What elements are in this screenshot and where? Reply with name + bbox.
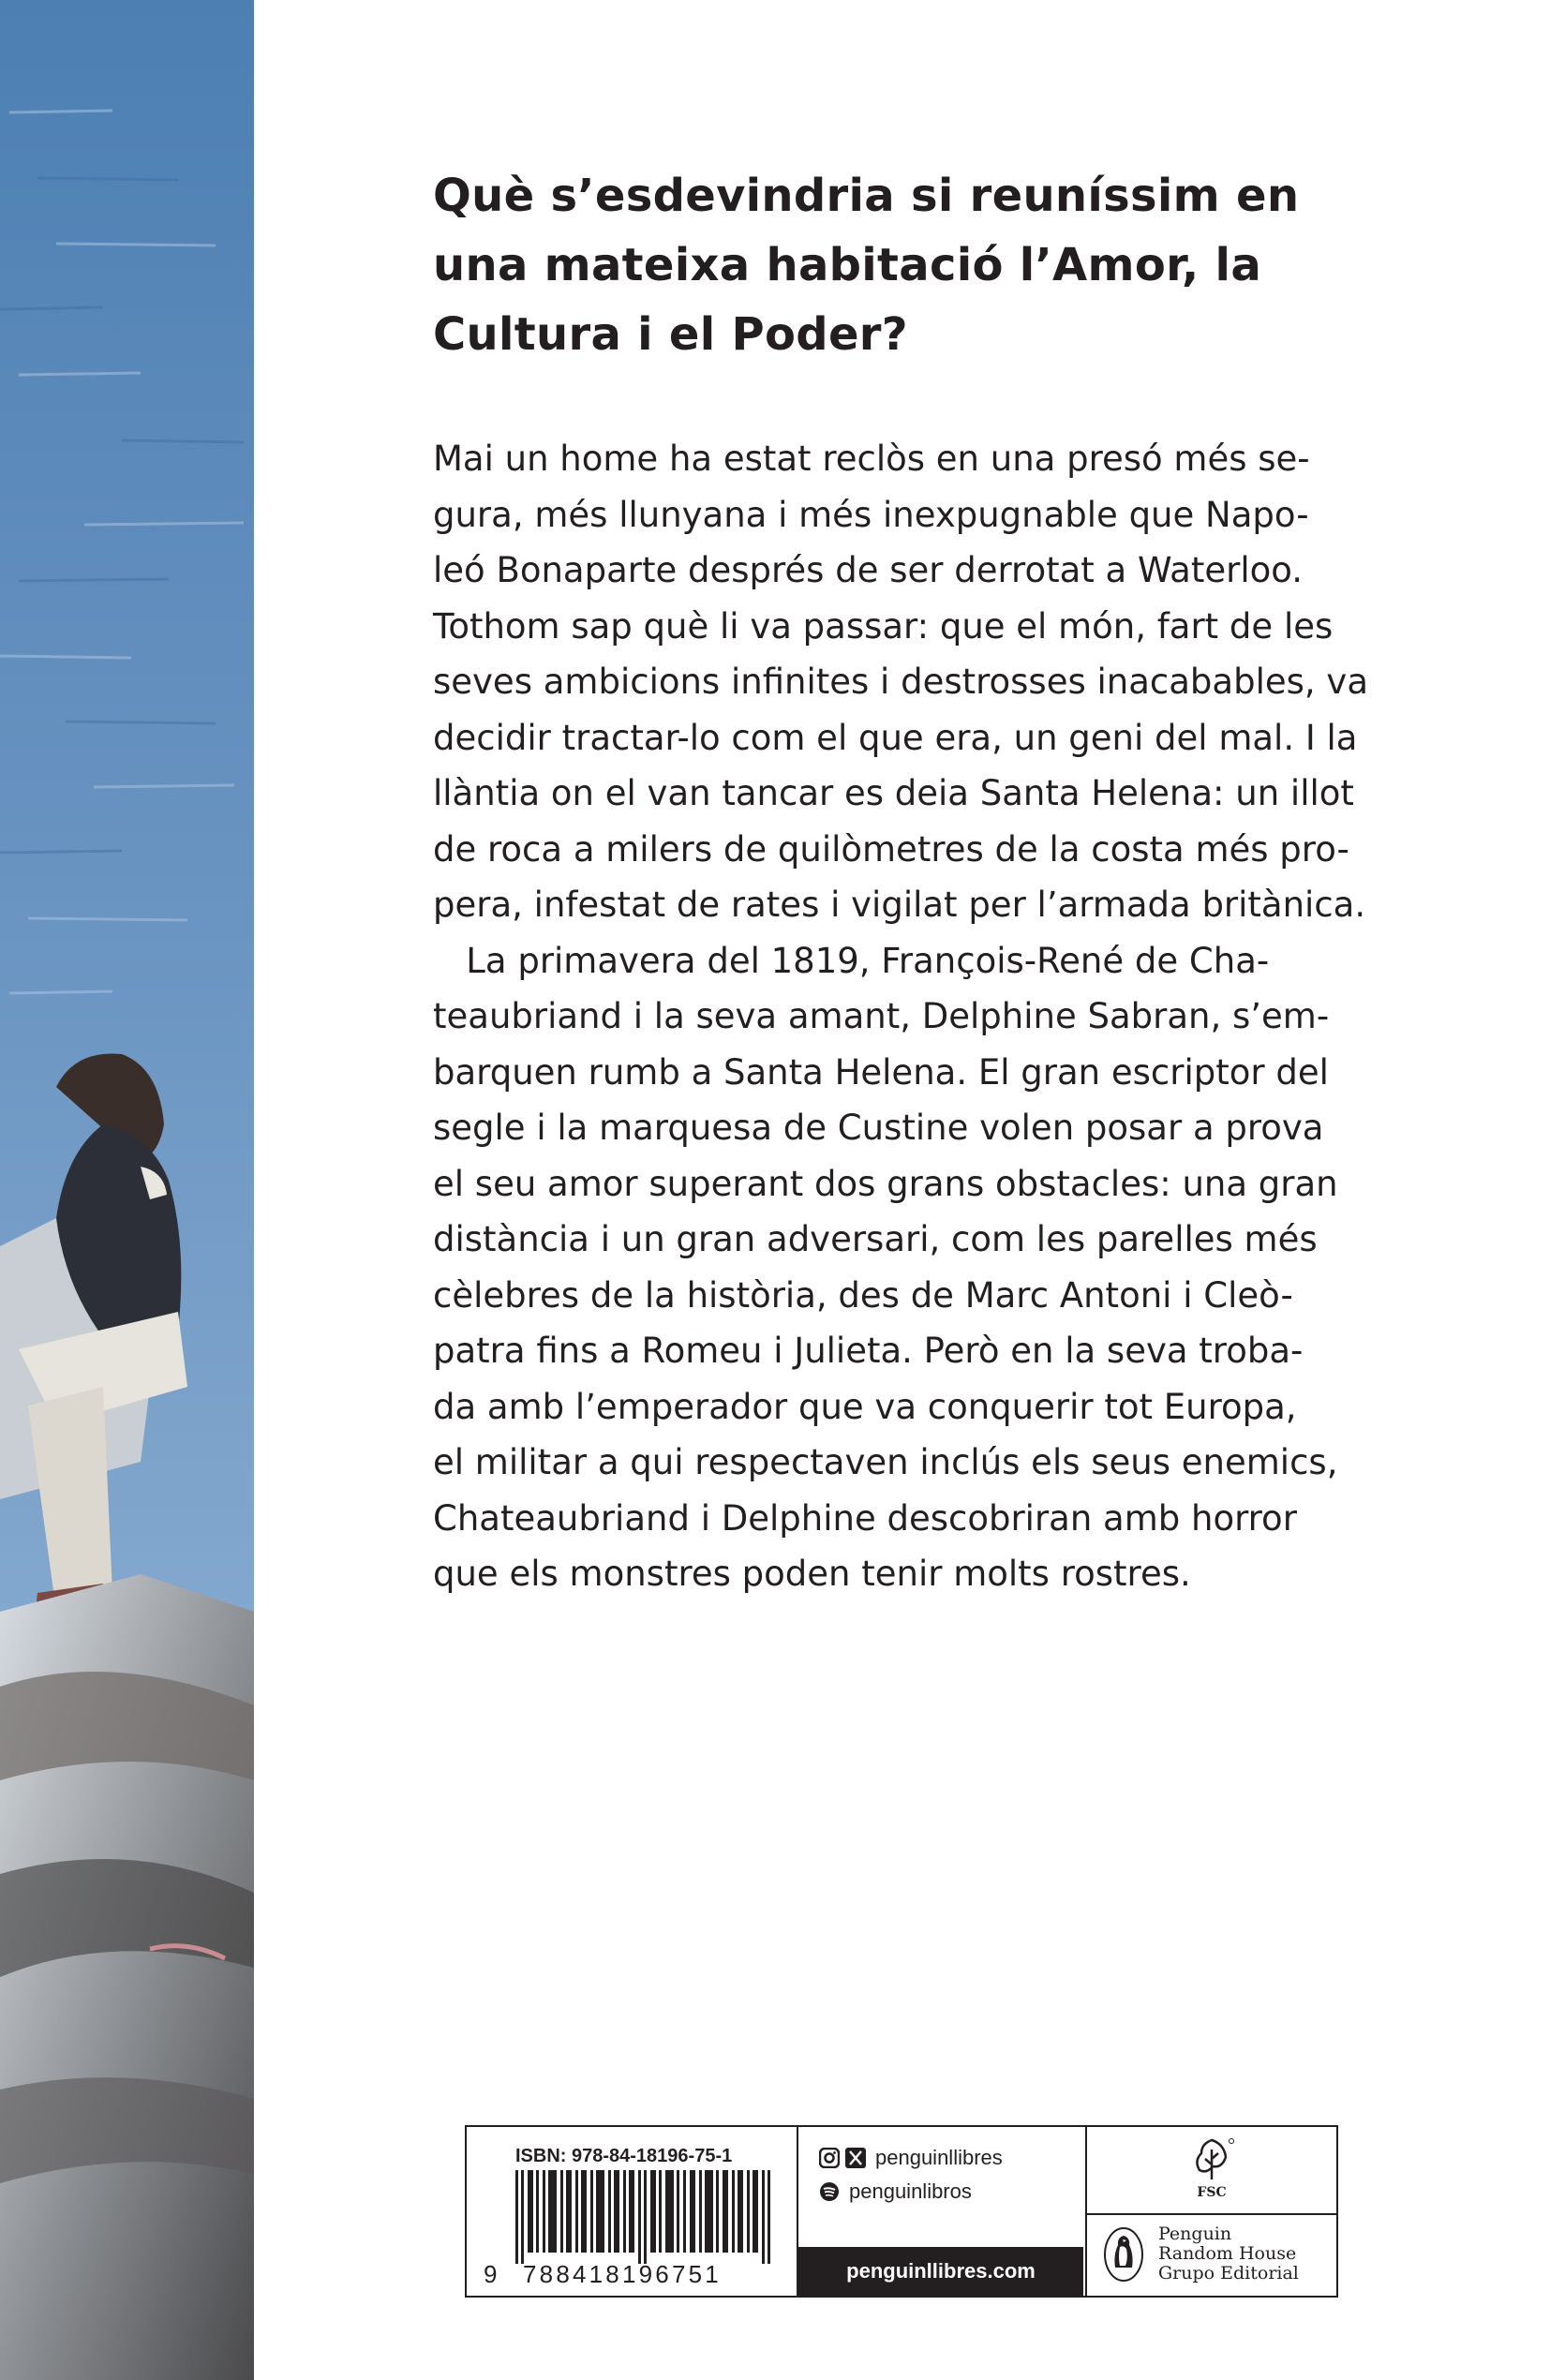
- x-icon: [845, 2148, 866, 2168]
- fsc-tree-icon: [1188, 2136, 1235, 2183]
- social-row-libros: [819, 2178, 972, 2206]
- synopsis-line: segle i la marquesa de Custine volen posar a prova: [433, 1108, 1324, 1148]
- social-section: [798, 2127, 1087, 2296]
- spotify-icon: [819, 2181, 840, 2202]
- headline-line: una mateixa habitació l’Amor, la: [433, 239, 1262, 291]
- back-cover-headline: [433, 161, 1370, 369]
- synopsis-line: Mai un home ha estat reclòs en una presó més se-: [433, 439, 1310, 479]
- barcode-section: [467, 2127, 798, 2296]
- synopsis-line: Chateaubriand i Delphine descobriran amb horror: [433, 1497, 1297, 1539]
- synopsis-line: de roca a milers de quilòmetres de la costa més pro-: [433, 828, 1349, 870]
- synopsis-line: cèlebres de la història, des de Marc Antoni i Cleò-: [433, 1274, 1293, 1316]
- barcode-first-digit: 9: [484, 2260, 498, 2288]
- publisher-name: [1158, 2224, 1299, 2283]
- synopsis-line: pera, infestat de rates i vigilat per l’armada britànica.: [433, 885, 1366, 925]
- barcode-icon: [515, 2170, 770, 2264]
- publisher-logo: [1087, 2215, 1336, 2296]
- barcode-info-box: [465, 2125, 1338, 2298]
- synopsis-line: llàntia on el van tancar es deia Santa Helena: un illot: [433, 773, 1354, 813]
- instagram-icon: [819, 2148, 840, 2168]
- synopsis-line: que els monstres poden tenir molts rostres.: [433, 1554, 1191, 1594]
- synopsis-line: barquen rumb a Santa Helena. El gran escriptor del: [433, 1051, 1329, 1093]
- synopsis-line: gura, més llunyana i més inexpugnable que Napo-: [433, 494, 1309, 535]
- synopsis-line: teaubriand i la seva amant, Delphine Sabran, s’em-: [433, 996, 1330, 1036]
- synopsis-line: leó Bonaparte després de ser derrotat a Waterloo.: [433, 550, 1303, 590]
- synopsis-line: el seu amor superant dos grans obstacles: una gran: [433, 1163, 1338, 1204]
- synopsis-line: seves ambicions infinites i destrosses inacabables, va: [433, 662, 1368, 702]
- website-link[interactable]: penguinllibres.com: [798, 2247, 1083, 2296]
- publisher-name-line: Penguin: [1158, 2224, 1232, 2244]
- synopsis-line: La primavera del 1819, François-René de Cha-: [433, 940, 1270, 981]
- publisher-name-line: Grupo Editorial: [1158, 2263, 1299, 2283]
- synopsis-line: Tothom sap què li va passar: que el món, fart de les: [433, 605, 1334, 647]
- synopsis-line: da amb l’emperador que va conquerir tot Europa,: [433, 1386, 1297, 1427]
- headline-line: Què s’esdevindria si reuníssim en: [433, 170, 1300, 222]
- publisher-name-line: Random House: [1158, 2243, 1297, 2264]
- fsc-label: FSC: [1197, 2185, 1227, 2200]
- synopsis-line: el militar a qui respectaven inclús els seus enemics,: [433, 1442, 1338, 1482]
- fsc-section: [1087, 2127, 1336, 2215]
- isbn-label: ISBN: 978-84-18196-75-1: [515, 2146, 733, 2166]
- synopsis-text: [433, 431, 1370, 1602]
- synopsis-line: distància i un gran adversari, com les parelles més: [433, 1219, 1318, 1259]
- penguin-logo-icon: [1102, 2226, 1145, 2283]
- headline-line: Cultura i el Poder?: [433, 308, 908, 361]
- synopsis-line: decidir tractar-lo com el que era, un geni del mal. I la: [433, 717, 1358, 758]
- social-handle-llibres: penguinllibres: [875, 2146, 1003, 2169]
- cover-painting-strip: [0, 0, 254, 2380]
- barcode-digits: 788418196751: [523, 2260, 722, 2288]
- social-row-llibres: [819, 2144, 1003, 2172]
- social-handle-libros: penguinlibros: [849, 2179, 972, 2203]
- synopsis-line: patra fins a Romeu i Julieta. Però en la seva troba-: [433, 1331, 1304, 1371]
- publisher-section: [1087, 2127, 1336, 2296]
